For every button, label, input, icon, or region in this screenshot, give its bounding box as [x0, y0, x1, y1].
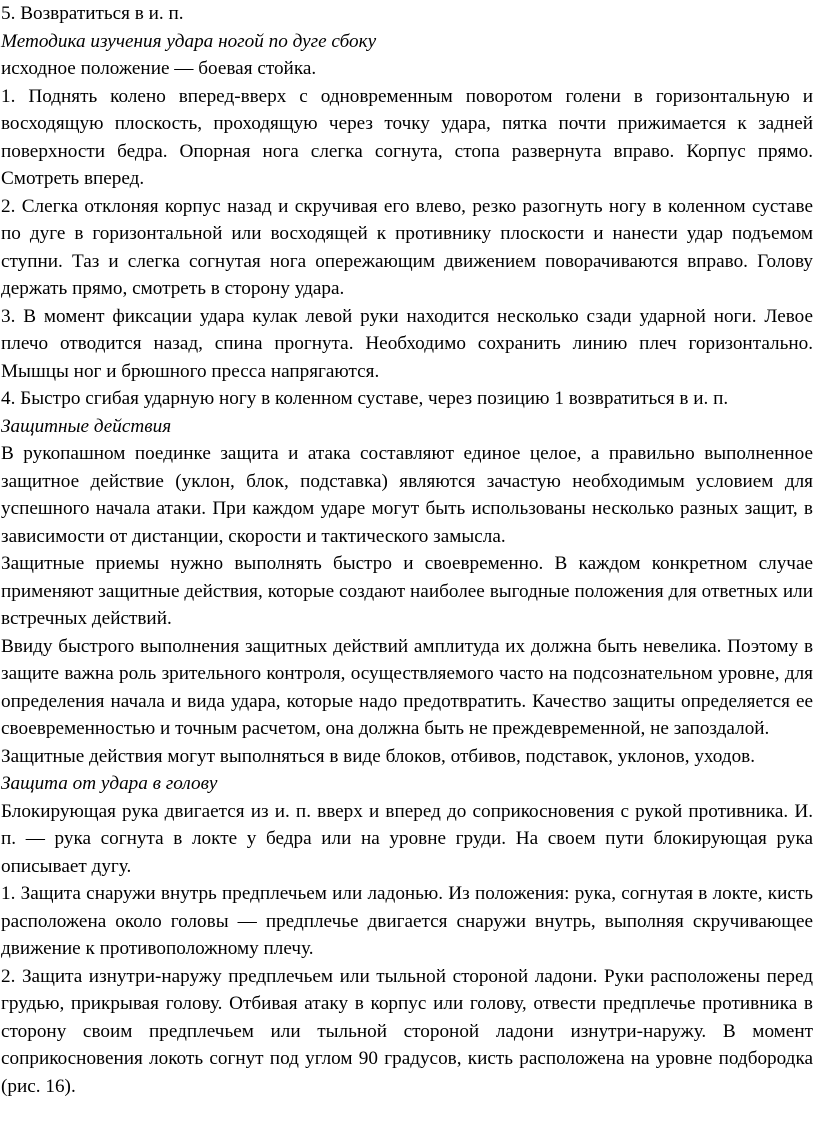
defense-paragraph-2: Защитные приемы нужно выполнять быстро и своевременно. В каждом конкретном случае применяют защитные действия, которые создают наиболее выгодные положения для ответных или встречных действий.	[1, 553, 813, 629]
defense-paragraph-4: Защитные действия могут выполняться в виде блоков, отбивов, подставок, уклонов, уходов.	[1, 745, 756, 767]
kick-step-3: 3. В момент фиксации удара кулак левой руки находится несколько сзади ударной ноги. Левое плечо отводится назад, спина прогнута. Необходимо сохранить линию плеч горизонтально. Мышцы ног и брюшного пресса напрягаются.	[1, 305, 813, 382]
defense-paragraph-1: В рукопашном поединке защита и атака составляют единое целое, а правильно выполненное защитное действие (уклон, блок, подставка) являются зачастую необходимым условием для успешного начала атаки. При каждом ударе могут быть использованы несколько разных защит, в зависимости от дистанции, скорости и тактического замысла.	[1, 443, 813, 547]
section-heading-head-defense: Защита от удара в голову	[1, 773, 218, 794]
kick-step-2: 2. Слегка отклоняя корпус назад и скручивая его влево, резко разогнуть ногу в коленном суставе по дуге в горизонтальной или восходящей к противнику плоскости и нанести удар подъемом ступни. Таз и слегка согнутая нога опережающим движением поворачиваются вправо. Голову держать прямо, смотреть в сторону удара.	[1, 195, 813, 299]
starting-position: исходное положение — боевая стойка.	[1, 58, 317, 79]
head-defense-step-1: 1. Защита снаружи внутрь предплечьем или ладонью. Из положения: рука, согнутая в локте, кисть расположена около головы — предплечье двигается снаружи внутрь, выполняя скручивающее движение к противоположному плечу.	[1, 883, 813, 959]
kick-step-4: 4. Быстро сгибая ударную ногу в коленном суставе, через позицию 1 возвратиться в и. п.	[1, 388, 729, 409]
step-5-return: 5. Возвратиться в и. п.	[1, 3, 184, 24]
section-heading-side-kick-method: Методика изучения удара ногой по дуге сбоку	[1, 30, 377, 52]
section-heading-defensive-actions: Защитные действия	[1, 415, 172, 437]
head-defense-step-2: 2. Защита изнутри-наружу предплечьем или тыльной стороной ладони. Руки расположены перед грудью, прикрывая голову. Отбивая атаку в корпус или голову, отвести предплечье противника в сторону своим предплечьем или тыльной стороной ладони изнутри-наружу. В момент соприкосновения локоть согнут под углом 90 градусов, кисть расположена на уровне подбородка (рис. 16).	[1, 965, 813, 1097]
defense-paragraph-3: Ввиду быстрого выполнения защитных действий амплитуда их должна быть невелика. Поэтому в защите важна роль зрительного контроля, осуществляемого часто на подсознательном уровне, для определения начала и вида удара, которые надо предотвратить. Качество защиты определяется ее своевременностью и точным расчетом, она должна быть не преждевременной, не запоздалой.	[1, 635, 813, 739]
head-defense-intro: Блокирующая рука двигается из и. п. вверх и вперед до соприкосновения с рукой противника. И. п. — рука согнута в локте у бедра или на уровне груди. На своем пути блокирующая рука описывает дугу.	[1, 800, 813, 877]
kick-step-1: 1. Поднять колено вперед-вверх с одновременным поворотом голени в горизонтальную и восходящую плоскость, проходящую через точку удара, пятка почти прижимается к задней поверхности бедра. Опорная нога слегка согнута, стопа развернута вправо. Корпус прямо. Смотреть вперед.	[1, 85, 813, 189]
